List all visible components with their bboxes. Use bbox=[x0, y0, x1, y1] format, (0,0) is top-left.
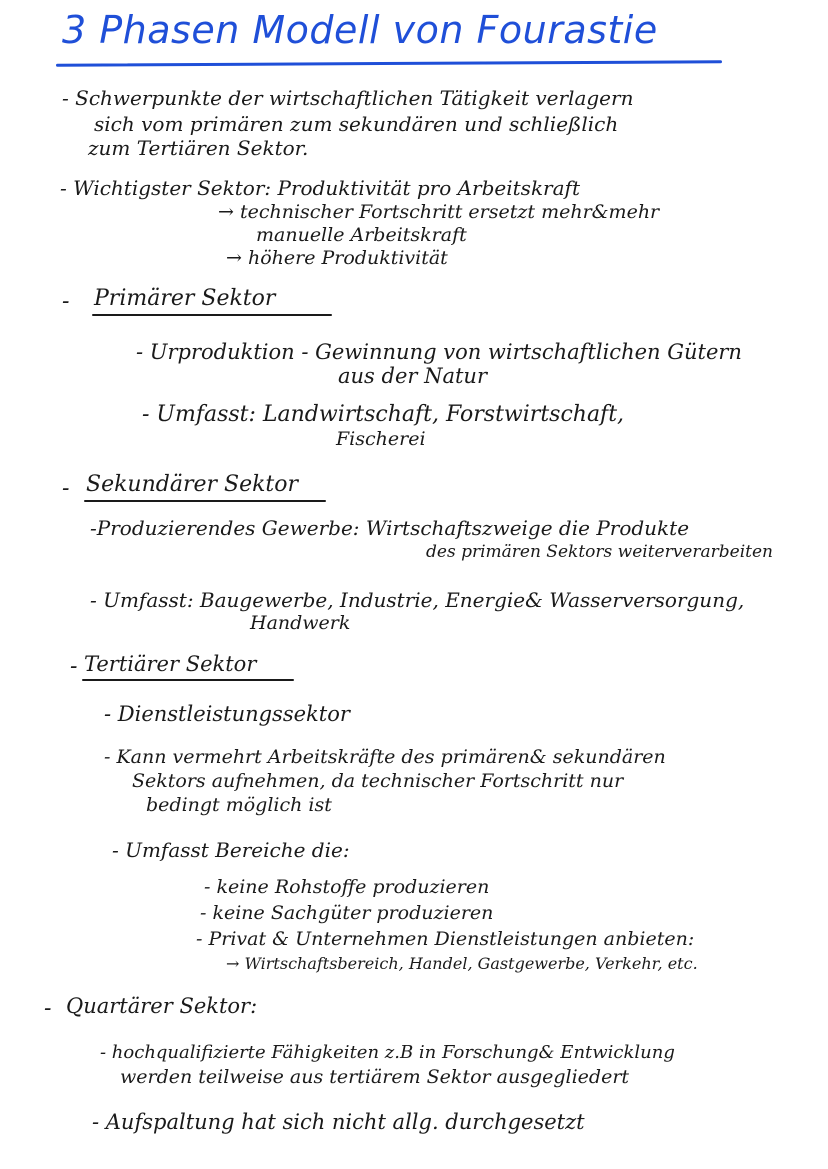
primary-point-2: - Umfasst: Landwirtschaft, Forstwirtschaft, bbox=[142, 402, 625, 427]
secondary-point-2: - Umfasst: Baugewerbe, Industrie, Energie& Wasserversorgung, bbox=[90, 588, 745, 612]
tertiary-heading-underline bbox=[82, 679, 294, 681]
important-line-3: manuelle Arbeitskraft bbox=[256, 224, 467, 246]
primary-point-2-cont: Fischerei bbox=[336, 428, 426, 450]
tertiary-point-2-cont-2: bedingt möglich ist bbox=[146, 794, 332, 816]
tertiary-dash: - bbox=[70, 654, 78, 679]
intro-line-1: - Schwerpunkte der wirtschaftlichen Tätigkeit verlagern bbox=[62, 86, 634, 110]
tertiary-bullet-4: → Wirtschaftsbereich, Handel, Gastgewerbe, Verkehr, etc. bbox=[226, 954, 698, 973]
primary-point-1: - Urproduktion - Gewinnung von wirtschaftlichen Gütern bbox=[136, 340, 742, 364]
secondary-point-2-cont: Handwerk bbox=[250, 612, 351, 634]
primary-heading: Primärer Sektor bbox=[94, 286, 276, 311]
secondary-heading: Sekundärer Sektor bbox=[86, 472, 299, 497]
important-line-2: → technischer Fortschritt ersetzt mehr&mehr bbox=[218, 201, 660, 223]
title-underline bbox=[56, 60, 722, 66]
primary-heading-underline bbox=[92, 314, 332, 316]
secondary-dash: - bbox=[62, 476, 70, 501]
secondary-point-1: -Produzierendes Gewerbe: Wirtschaftszweige die Produkte bbox=[90, 516, 690, 540]
secondary-heading-underline bbox=[84, 500, 326, 502]
quaternary-point-2: - Aufspaltung hat sich nicht allg. durchgesetzt bbox=[92, 1110, 585, 1134]
secondary-point-1-cont: des primären Sektors weiterverarbeiten bbox=[426, 542, 773, 562]
quaternary-dash: - bbox=[44, 996, 52, 1021]
quaternary-point-1-cont: werden teilweise aus tertiärem Sektor ausgegliedert bbox=[120, 1066, 630, 1088]
page-title: 3 Phasen Modell von Fourastie bbox=[62, 8, 658, 52]
tertiary-point-3: - Umfasst Bereiche die: bbox=[112, 838, 350, 862]
quaternary-point-1: - hochqualifizierte Fähigkeiten z.B in Forschung& Entwicklung bbox=[100, 1042, 675, 1063]
important-line-1: - Wichtigster Sektor: Produktivität pro Arbeitskraft bbox=[60, 176, 580, 200]
intro-line-2: sich vom primären zum sekundären und schließlich bbox=[94, 112, 619, 136]
tertiary-bullet-2: - keine Sachgüter produzieren bbox=[200, 902, 494, 924]
primary-point-1-cont: aus der Natur bbox=[338, 364, 487, 388]
tertiary-heading: Tertiärer Sektor bbox=[84, 652, 257, 676]
tertiary-point-1: - Dienstleistungssektor bbox=[104, 702, 350, 726]
tertiary-bullet-1: - keine Rohstoffe produzieren bbox=[204, 876, 490, 898]
tertiary-point-2: - Kann vermehrt Arbeitskräfte des primären& sekundären bbox=[104, 746, 666, 768]
primary-dash: - bbox=[62, 289, 70, 314]
quaternary-heading: Quartärer Sektor: bbox=[66, 994, 258, 1018]
tertiary-point-2-cont-1: Sektors aufnehmen, da technischer Fortschritt nur bbox=[132, 770, 624, 792]
tertiary-bullet-3: - Privat & Unternehmen Dienstleistungen anbieten: bbox=[196, 928, 695, 950]
intro-line-3: zum Tertiären Sektor. bbox=[88, 136, 309, 160]
important-line-4: → höhere Produktivität bbox=[226, 247, 448, 269]
